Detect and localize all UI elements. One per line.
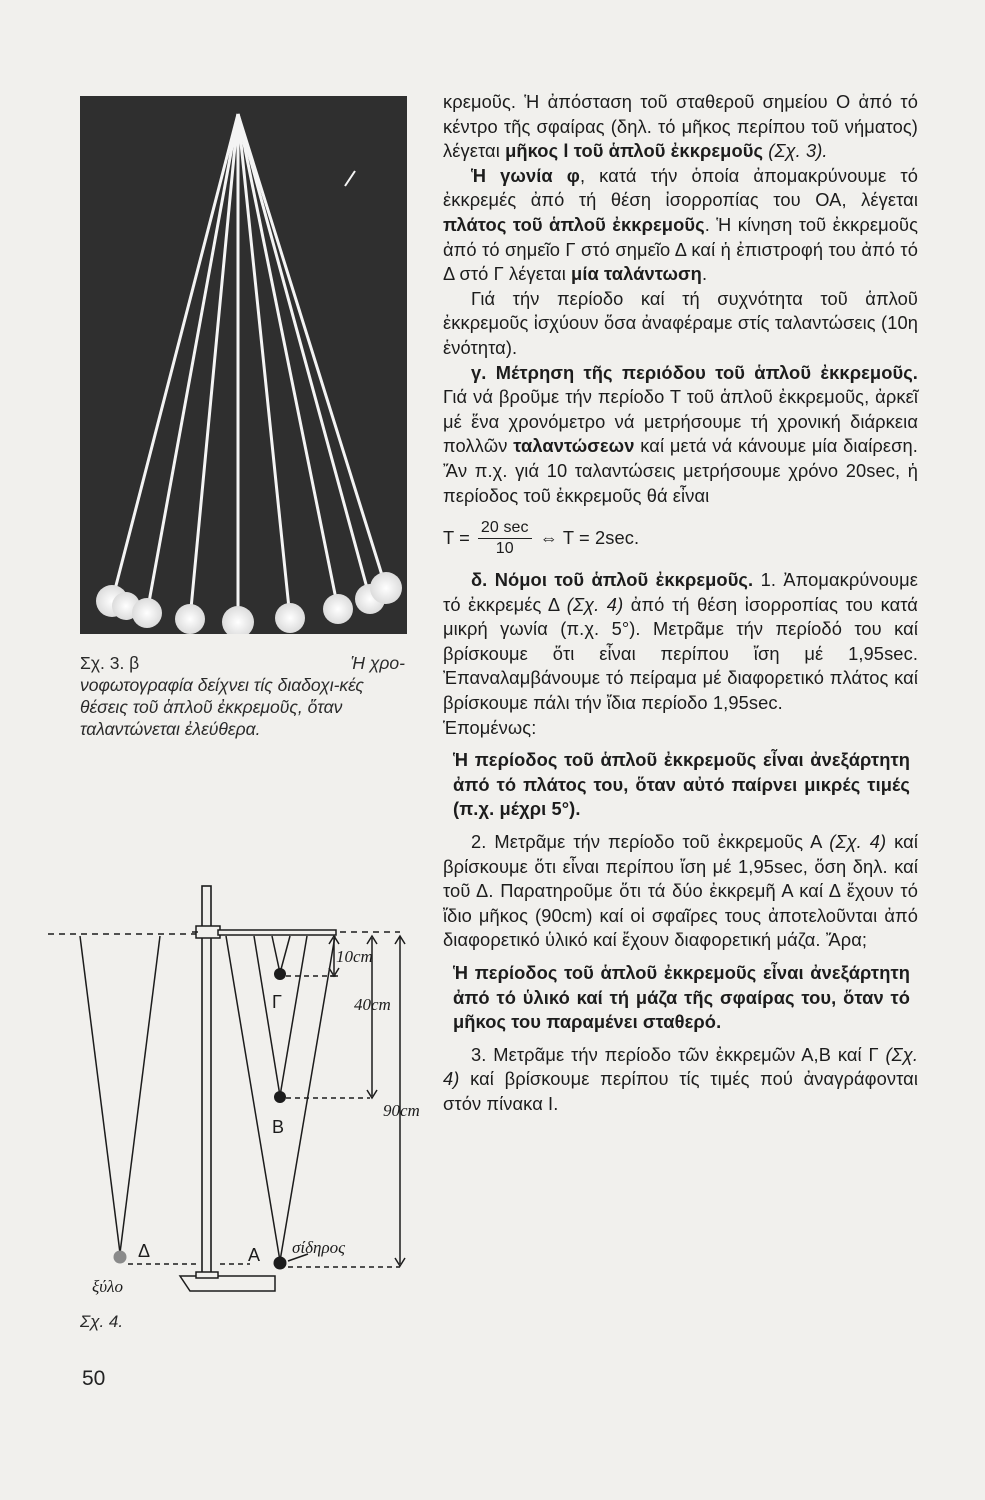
equation-lhs: T = [443, 526, 470, 548]
pendulum-G-label: Γ [272, 992, 282, 1012]
main-text-column [443, 90, 918, 1117]
iron-label: σίδηρος [292, 1238, 346, 1257]
equation-fraction [478, 518, 532, 559]
figure-3-caption-body: νοφωτογραφία δείχνει τίς διαδοχι-κές θέσεις τοῦ ἁπλοῦ ἐκκρεμοῦς, ὅταν ταλαντώνεται ἐλεύθερα. [80, 675, 364, 739]
paragraph-period-frequency: Γιά τήν περίοδο καί τή συχνότητα τοῦ ἁπλοῦ ἐκκρεμοῦς ἰσχύουν ὅσα ἀναφέραμε στίς ταλαντώσεις (10η ἑνότητα). [443, 287, 918, 358]
pendulum-positions-drawing [80, 96, 407, 634]
figure-4-apparatus [40, 878, 440, 1298]
pendulum-apparatus-drawing [40, 878, 440, 1298]
dimension-40cm: 40cm [354, 995, 391, 1014]
pendulum-D-label: Δ [138, 1241, 151, 1261]
paragraph-laws-2: 2. Μετρᾶμε τήν περίοδο τοῦ ἐκκρεμοῦς Α (Σχ. 4) καί βρίσκουμε ὅτι εἶναι περίπου ἴση μέ 1,95sec, ὅση δηλ. καί τοῦ Δ. Παρατηροῦμε ὅτι τά δύο ἐκκρεμῆ Α καί Δ ἔχουν τό ἴδιο μῆκος (90cm) καί οἱ σφαῖρες τους ἀποτελοῦνται ἀπό διαφορετικό ὑλικό καί ἔχουν διαφορετική μάζα. Ἄρα; [443, 831, 918, 951]
pendulum-A-label: Α [248, 1245, 261, 1265]
dimension-90cm: 90cm [383, 1101, 420, 1120]
equation-numerator: 20 sec [478, 518, 532, 539]
term-oscillation: μία ταλάντωση [571, 263, 702, 285]
term-length: μῆκος l τοῦ ἁπλοῦ ἐκκρεμοῦς [505, 140, 764, 162]
term-amplitude: πλάτος τοῦ ἁπλοῦ ἐκκρεμοῦς [443, 213, 705, 235]
paragraph-laws-3: 3. Μετρᾶμε τήν περίοδο τῶν ἐκκρεμῶν Α,Β καί Γ (Σχ. 4) καί βρίσκουμε περίπου τίς τιμές πού ἀναγράφονται στόν πίνακα Ι. [443, 1043, 918, 1114]
period-equation [443, 510, 918, 566]
page-number: 50 [82, 1367, 106, 1390]
equation-denominator: 10 [495, 539, 514, 557]
law-mass-independence: Ἡ περίοδος τοῦ ἁπλοῦ ἐκκρεμοῦς εἶναι ἀνεξάρτητη ἀπό τό ὑλικό καί τή μάζα τῆς σφαίρας του, ὅταν τό μῆκος του παραμένει σταθερό. [453, 962, 910, 1033]
paragraph-amplitude-definition: Ἡ γωνία φ, κατά τήν ὁποία ἀπομακρύνουμε τό ἐκκρεμές ἀπό τή θέση ἰσορροπίας του ΟΑ, λέγεται πλάτος τοῦ ἁπλοῦ ἐκκρεμοῦς. Ἡ κίνηση τοῦ ἐκκρεμοῦς ἀπό τό σημεῖο Γ στό σημεῖο Δ καί ἡ ἐπιστροφή του ἀπό τό Δ στό Γ λέγεται μία ταλάντωση. [443, 164, 919, 285]
paragraph-measurement: γ. Μέτρηση τῆς περιόδου τοῦ ἁπλοῦ ἐκκρεμοῦς. Γιά νά βροῦμε τήν περίοδο Τ τοῦ ἁπλοῦ ἐκκρεμοῦς, ἀρκεῖ μέ ἕνα χρονόμετρο νά μετρήσουμε τή χρονική διάρκεια πολλῶν ταλαντώσεων καί μετά νά κάνουμε μία διαίρεση. Ἄν π.χ. γιά 10 ταλαντώσεις μετρήσουμε χρόνο 20sec, ἡ περίοδος τοῦ ἐκκρεμοῦς θά εἶναι [443, 361, 918, 506]
pendulum-chronophotograph [80, 96, 407, 634]
paragraph-length-definition: κρεμοῦς. Ἡ ἀπόσταση τοῦ σταθεροῦ σημείου Ο ἀπό τό κέντρο τῆς σφαίρας (δηλ. τό μῆκος περίπου τοῦ νήματος) λέγεται μῆκος l τοῦ ἁπλοῦ ἐκκρεμοῦς (Σχ. 3). [443, 91, 918, 162]
figure-3-caption [80, 652, 405, 740]
dimension-10cm: 10cm [336, 947, 373, 966]
term-angle: Ἡ γωνία φ [471, 164, 580, 186]
figure-3-label: Σχ. 3. β [80, 653, 140, 673]
pendulum-B-label: Β [272, 1117, 285, 1137]
section-heading-measurement: γ. Μέτρηση τῆς περιόδου τοῦ ἁπλοῦ ἐκκρεμοῦς. [471, 361, 918, 383]
paragraph-laws-1: δ. Νόμοι τοῦ ἁπλοῦ ἐκκρεμοῦς. 1. Ἀπομακρύνουμε τό ἐκκρεμές Δ (Σχ. 4) ἀπό τή θέση ἰσορροπίας του κατά μικρή γωνία (π.χ. 5°). Μετρᾶμε τήν περίοδό του καί βρίσκουμε ὅτι εἶναι περίπου ἴση μέ 1,95sec. Ἐπαναλαμβάνουμε τό πείραμα μέ διαφορετικό πλάτος καί βρίσκουμε πάλι τήν ἴδια περίοδο 1,95sec. [443, 569, 919, 714]
law-amplitude-independence: Ἡ περίοδος τοῦ ἁπλοῦ ἐκκρεμοῦς εἶναι ἀνεξάρτητη ἀπό τό πλάτος του, ὅταν αὐτό παίρνει μικρές τιμές (π.χ. μέχρι 5°). [453, 749, 910, 820]
paragraph-consequently: Ἑπομένως: [443, 716, 537, 738]
figure-3-caption-start: Ἡ χρο- [350, 653, 405, 673]
wood-label: ξύλο [92, 1277, 123, 1296]
section-heading-laws: δ. Νόμοι τοῦ ἁπλοῦ ἐκκρεμοῦς. [471, 569, 754, 591]
equation-rhs: ⇔ T = 2sec. [539, 526, 640, 548]
figure-4-caption: Σχ. 4. [80, 1312, 124, 1331]
